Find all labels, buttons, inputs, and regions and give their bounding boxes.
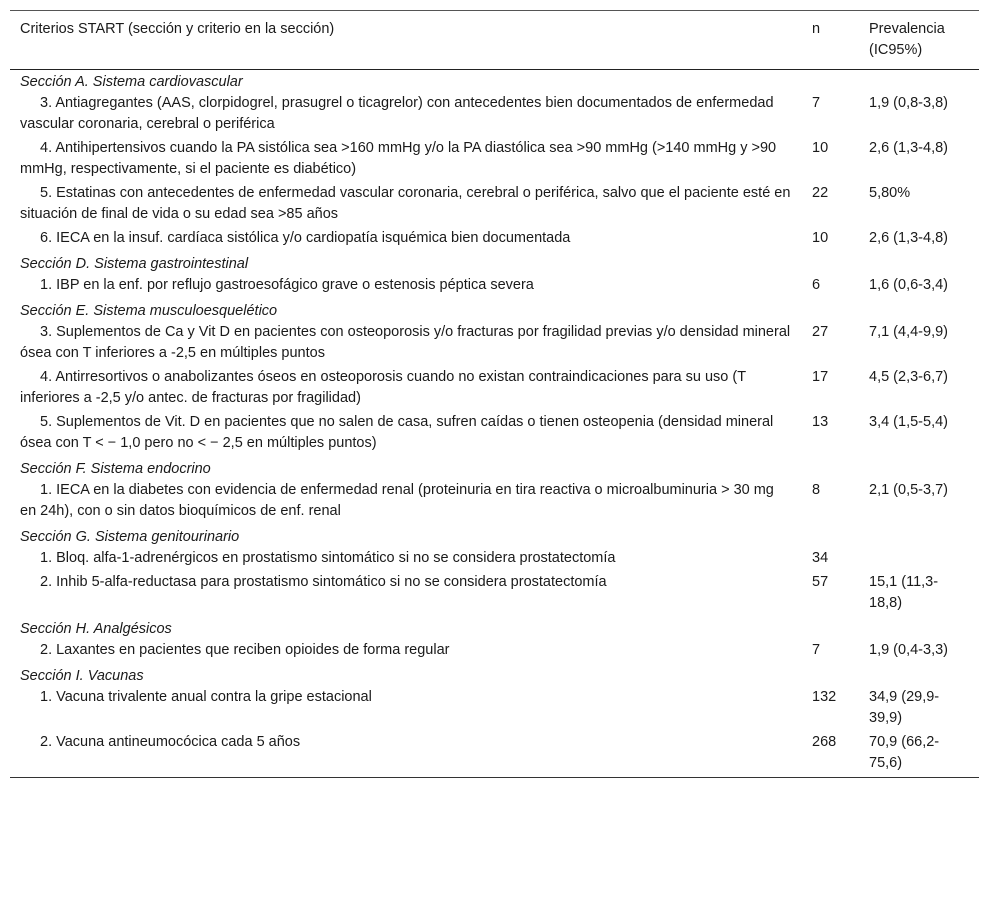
section-title: Sección H. Analgésicos [20,621,172,637]
n-cell: 268 [812,734,837,750]
table-row [10,93,979,138]
criterion-cell [10,480,806,525]
section-title: Sección G. Sistema genitourinario [20,529,240,545]
section-row [10,664,979,687]
criterion-cell [10,367,806,412]
table-row [10,548,979,572]
criterion-cell [10,548,806,572]
n-cell: 132 [812,689,837,705]
prevalence-cell [863,548,979,572]
section-title: Sección D. Sistema gastrointestinal [20,256,249,272]
n-cell: 57 [812,574,829,590]
prevalence-cell: 34,9 (29,9-39,9) [869,689,940,726]
criterion-cell [10,183,806,228]
criterion-cell [10,228,806,252]
start-criteria-table [10,10,979,778]
header-criteria: Criterios START (sección y criterio en la sección) [20,21,335,37]
prevalence-cell: 5,80% [869,185,911,201]
table-row [10,275,979,299]
criterion-text: 1. IECA en la diabetes con evidencia de enfermedad renal (proteinuria en tira reactiva o microalbuminuria > 30 mg en 24h), con o sin datos bioquímicos de enf. renal [20,482,774,519]
n-cell: 10 [812,140,829,156]
criterion-cell [10,732,806,778]
section-title: Sección E. Sistema musculoesquelético [20,303,278,319]
n-cell: 8 [812,482,821,498]
criterion-cell [10,640,806,664]
section-title: Sección F. Sistema endocrino [20,461,211,477]
section-row [10,457,979,480]
criterion-cell [10,412,806,457]
n-cell: 27 [812,324,829,340]
n-cell: 7 [812,642,821,658]
section-title: Sección A. Sistema cardiovascular [20,74,243,90]
header-n: n [812,21,821,37]
criterion-text: 1. IBP en la enf. por reflujo gastroesofágico grave o estenosis péptica severa [40,277,534,293]
criterion-text: 1. Vacuna trivalente anual contra la gripe estacional [40,689,372,705]
criterion-cell [10,275,806,299]
prevalence-cell: 1,9 (0,8-3,8) [869,95,948,111]
prevalence-cell: 1,6 (0,6-3,4) [869,277,948,293]
table-row [10,480,979,525]
table-row [10,412,979,457]
criterion-text: 3. Antiagregantes (AAS, clorpidogrel, prasugrel o ticagrelor) con antecedentes bien documentados de enfermedad vascular coronaria, cerebral o periférica [20,95,774,132]
criterion-text: 6. IECA en la insuf. cardíaca sistólica y/o cardiopatía isquémica bien documentada [40,230,571,246]
prevalence-cell: 1,9 (0,4-3,3) [869,642,948,658]
prevalence-cell: 70,9 (66,2-75,6) [869,734,940,771]
section-title: Sección I. Vacunas [20,668,144,684]
table-row [10,322,979,367]
criterion-text: 3. Suplementos de Ca y Vit D en pacientes con osteoporosis y/o fracturas por fragilidad previas y/o densidad mineral ósea con T inferiores a -2,5 en múltiples puntos [20,324,791,361]
prevalence-cell: 4,5 (2,3-6,7) [869,369,948,385]
header-row [10,11,979,70]
criterion-text: 2. Inhib 5-alfa-reductasa para prostatismo sintomático si no se considera prostatectomía [40,574,607,590]
start-criteria-table-container [10,10,979,778]
n-cell: 22 [812,185,829,201]
table-row [10,138,979,183]
n-cell: 17 [812,369,829,385]
table-body [10,70,979,778]
n-cell: 7 [812,95,821,111]
n-cell: 13 [812,414,829,430]
n-cell: 10 [812,230,829,246]
criterion-text: 5. Suplementos de Vit. D en pacientes que no salen de casa, sufren caídas o tienen osteopenia (densidad mineral ósea con T < − 1,0 pero no < − 2,5 en múltiples puntos) [20,414,774,451]
table-row [10,572,979,617]
criterion-text: 4. Antirresortivos o anabolizantes óseos en osteoporosis cuando no existan contraindicaciones para su uso (T inferiores a -2,5 y/o antec. de fracturas por fragilidad) [20,369,746,406]
prevalence-cell: 15,1 (11,3-18,8) [869,574,939,611]
criterion-cell [10,93,806,138]
criterion-text: 2. Vacuna antineumocócica cada 5 años [40,734,301,750]
prevalence-cell: 2,6 (1,3-4,8) [869,140,948,156]
table-row [10,640,979,664]
prevalence-cell: 2,1 (0,5-3,7) [869,482,948,498]
criterion-cell [10,687,806,732]
table-row [10,228,979,252]
section-row [10,252,979,275]
header-prevalence: Prevalencia (IC95%) [869,21,945,58]
section-row [10,299,979,322]
criterion-cell [10,572,806,617]
criterion-cell [10,322,806,367]
prevalence-cell: 2,6 (1,3-4,8) [869,230,948,246]
table-header [10,11,979,70]
table-row [10,687,979,732]
prevalence-cell: 3,4 (1,5-5,4) [869,414,948,430]
section-row [10,525,979,548]
table-row [10,732,979,778]
criterion-text: 2. Laxantes en pacientes que reciben opioides de forma regular [40,642,450,658]
criterion-text: 1. Bloq. alfa-1-adrenérgicos en prostatismo sintomático si no se considera prostatectomía [40,550,616,566]
prevalence-cell: 7,1 (4,4-9,9) [869,324,948,340]
table-row [10,183,979,228]
n-cell: 34 [812,550,829,566]
section-row [10,70,979,94]
table-row [10,367,979,412]
n-cell: 6 [812,277,821,293]
criterion-text: 5. Estatinas con antecedentes de enfermedad vascular coronaria, cerebral o periférica, salvo que el paciente esté en situación de final de vida o su edad sea >85 años [20,185,791,222]
section-row [10,617,979,640]
criterion-cell [10,138,806,183]
criterion-text: 4. Antihipertensivos cuando la PA sistólica sea >160 mmHg y/o la PA diastólica sea >90 mmHg (>140 mmHg y >90 mmHg, respectivamente, si el paciente es diabético) [20,140,777,177]
